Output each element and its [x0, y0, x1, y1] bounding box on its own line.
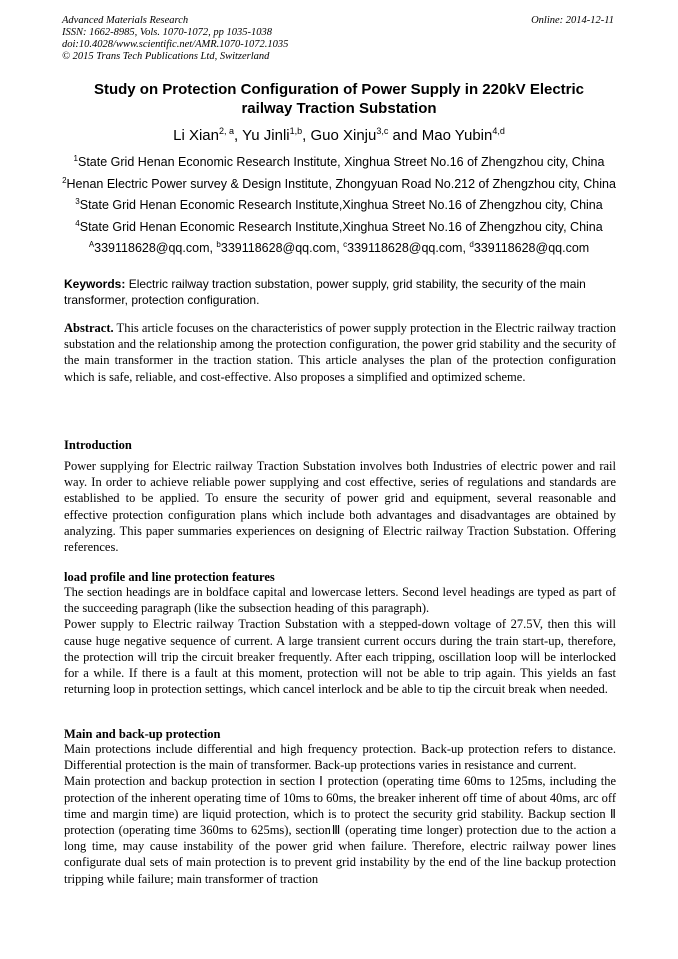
paper-title	[40, 80, 638, 118]
affiliation-marker: 3	[75, 197, 80, 206]
author-affiliation-marker: 4,d	[492, 126, 505, 136]
affiliation-1	[40, 155, 638, 170]
abstract	[64, 320, 616, 385]
introduction-paragraph: Power supplying for Electric railway Traction Substation involves both Industries of electric power and rail way. In order to achieve reliable power supplying and cost effective, series of regulations and standards are established to be applied. To ensure the security of power grid and equipment, several reasonable and effective protection configuration plans which include both advantages and disadvantages are obtained by analyzing. This paper summaries experiences on designing of Electric railway Traction Substation. Offering references.	[64, 459, 616, 555]
author-affiliation-marker: 1,b	[289, 126, 303, 136]
keywords-text: Electric railway traction substation, power supply, grid stability, the security of the main transformer, protection configuration.	[64, 277, 586, 307]
load-profile-body	[64, 584, 616, 697]
author-affiliation-marker: 3,c	[376, 126, 389, 136]
main-backup-paragraph-1: Main protections include differential and high frequency protection. Back-up protection refers to distance. Differential protection is the main of transformer. Back-up protections varies in resistance and current.	[64, 742, 616, 773]
load-profile-heading: load profile and line protection features	[64, 570, 275, 584]
email-address: 339118628@qq.com	[473, 241, 590, 255]
author-name: Mao Yubin	[421, 127, 493, 144]
author-name: Guo Xinju	[310, 127, 377, 144]
email-address: 339118628@qq.com,	[94, 241, 217, 255]
affiliation-text: State Grid Henan Economic Research Institute, Xinghua Street No.16 of Zhengzhou city, China	[78, 155, 605, 169]
main-backup-paragraph-2: Main protection and backup protection in section Ⅰ protection (operating time 60ms to 125ms, including the protection of the inherent operating time of 10ms to 60ms, the breaker inherent off time of about 40ms, arc off time and margin time) are liquid protection, which is to protect the security grid stability. Backup section Ⅱ protection (operating time 360ms to 625ms), sectionⅢ (operating time longer) protection due to the action a long time, may cause instability of the power grid when failure. Therefore, electric railway power lines configurate dual sets of main protection is to prevent grid instability by the end of the line backup protection tripping while failure; main transformer of traction	[64, 774, 616, 886]
email-marker: b	[216, 240, 221, 249]
affiliation-text: Henan Electric Power survey & Design Institute, Zhongyuan Road No.212 of Zhengzhou city, China	[66, 177, 616, 191]
email-address: 339118628@qq.com,	[347, 241, 470, 255]
author-name: Yu Jinli	[242, 127, 290, 144]
journal-header	[62, 15, 422, 63]
email-marker: A	[88, 240, 95, 249]
affiliation-marker: 4	[75, 219, 80, 228]
author-separator: ,	[302, 127, 311, 144]
journal-doi: doi:10.4028/www.scientific.net/AMR.1070-1072.1035	[62, 39, 289, 50]
author-separator: and	[388, 127, 422, 144]
email-address: 339118628@qq.com,	[220, 241, 344, 255]
author-list	[40, 126, 638, 146]
abstract-text: This article focuses on the characteristics of power supply protection in the Electric railway traction substation and the relationship among the protection configuration, the power grid stability and the security of the main transformer in the traction station. This article analyses the plan of the protection configuration which is safe, reliable, and cost-effective. Also proposes a simplified and optimized scheme.	[64, 321, 616, 384]
keywords-label: Keywords:	[64, 277, 126, 291]
email-marker: c	[343, 240, 348, 249]
affiliation-4	[40, 220, 638, 235]
title-line-1: Study on Protection Configuration of Power Supply in 220kV Electric	[93, 81, 585, 98]
affiliation-2	[40, 177, 638, 192]
journal-copyright: © 2015 Trans Tech Publications Ltd, Switzerland	[62, 51, 270, 62]
affiliation-text: State Grid Henan Economic Research Institute,Xinghua Street No.16 of Zhengzhou city, China	[79, 198, 603, 212]
affiliation-3	[40, 198, 638, 213]
introduction-heading: Introduction	[64, 438, 132, 452]
author-affiliation-marker: 2, a	[218, 126, 234, 136]
affiliation-marker: 1	[73, 154, 78, 163]
journal-issn: ISSN: 1662-8985, Vols. 1070-1072, pp 1035-1038	[62, 27, 272, 38]
email-marker: d	[469, 240, 474, 249]
title-line-2: railway Traction Substation	[241, 100, 437, 117]
load-profile-paragraph-2: Power supply to Electric railway Traction Substation with a stepped-down voltage of 27.5V, then this will cause huge negative sequence of current. A large transient current occurs during the train start-up, therefore, the protection will trip the circuit breaker frequently. After each tripping, oscillation loop will be interlocked for a while. If there is a fault at this moment, protection will not be able to trip again. This yields an fast returning loop in protection settings, which cancel interlock and be able to tip the circuit break when needed.	[64, 617, 616, 697]
affiliation-text: State Grid Henan Economic Research Institute,Xinghua Street No.16 of Zhengzhou city, China	[79, 220, 603, 234]
author-separator: ,	[234, 127, 243, 144]
introduction-body	[64, 458, 616, 555]
email-list	[40, 241, 638, 256]
keywords	[64, 277, 616, 308]
journal-name: Advanced Materials Research	[62, 15, 189, 26]
load-profile-paragraph-1: The section headings are in boldface capital and lowercase letters. Second level headings are typed as part of the succeeding paragraph (like the subsection heading of this paragraph).	[64, 585, 616, 616]
main-backup-heading: Main and back-up protection	[64, 727, 221, 741]
main-backup-body	[64, 741, 616, 887]
author-name: Li Xian	[173, 127, 219, 144]
online-date: Online: 2014-12-11	[531, 15, 614, 26]
affiliation-marker: 2	[62, 176, 67, 185]
abstract-label: Abstract.	[64, 321, 114, 335]
